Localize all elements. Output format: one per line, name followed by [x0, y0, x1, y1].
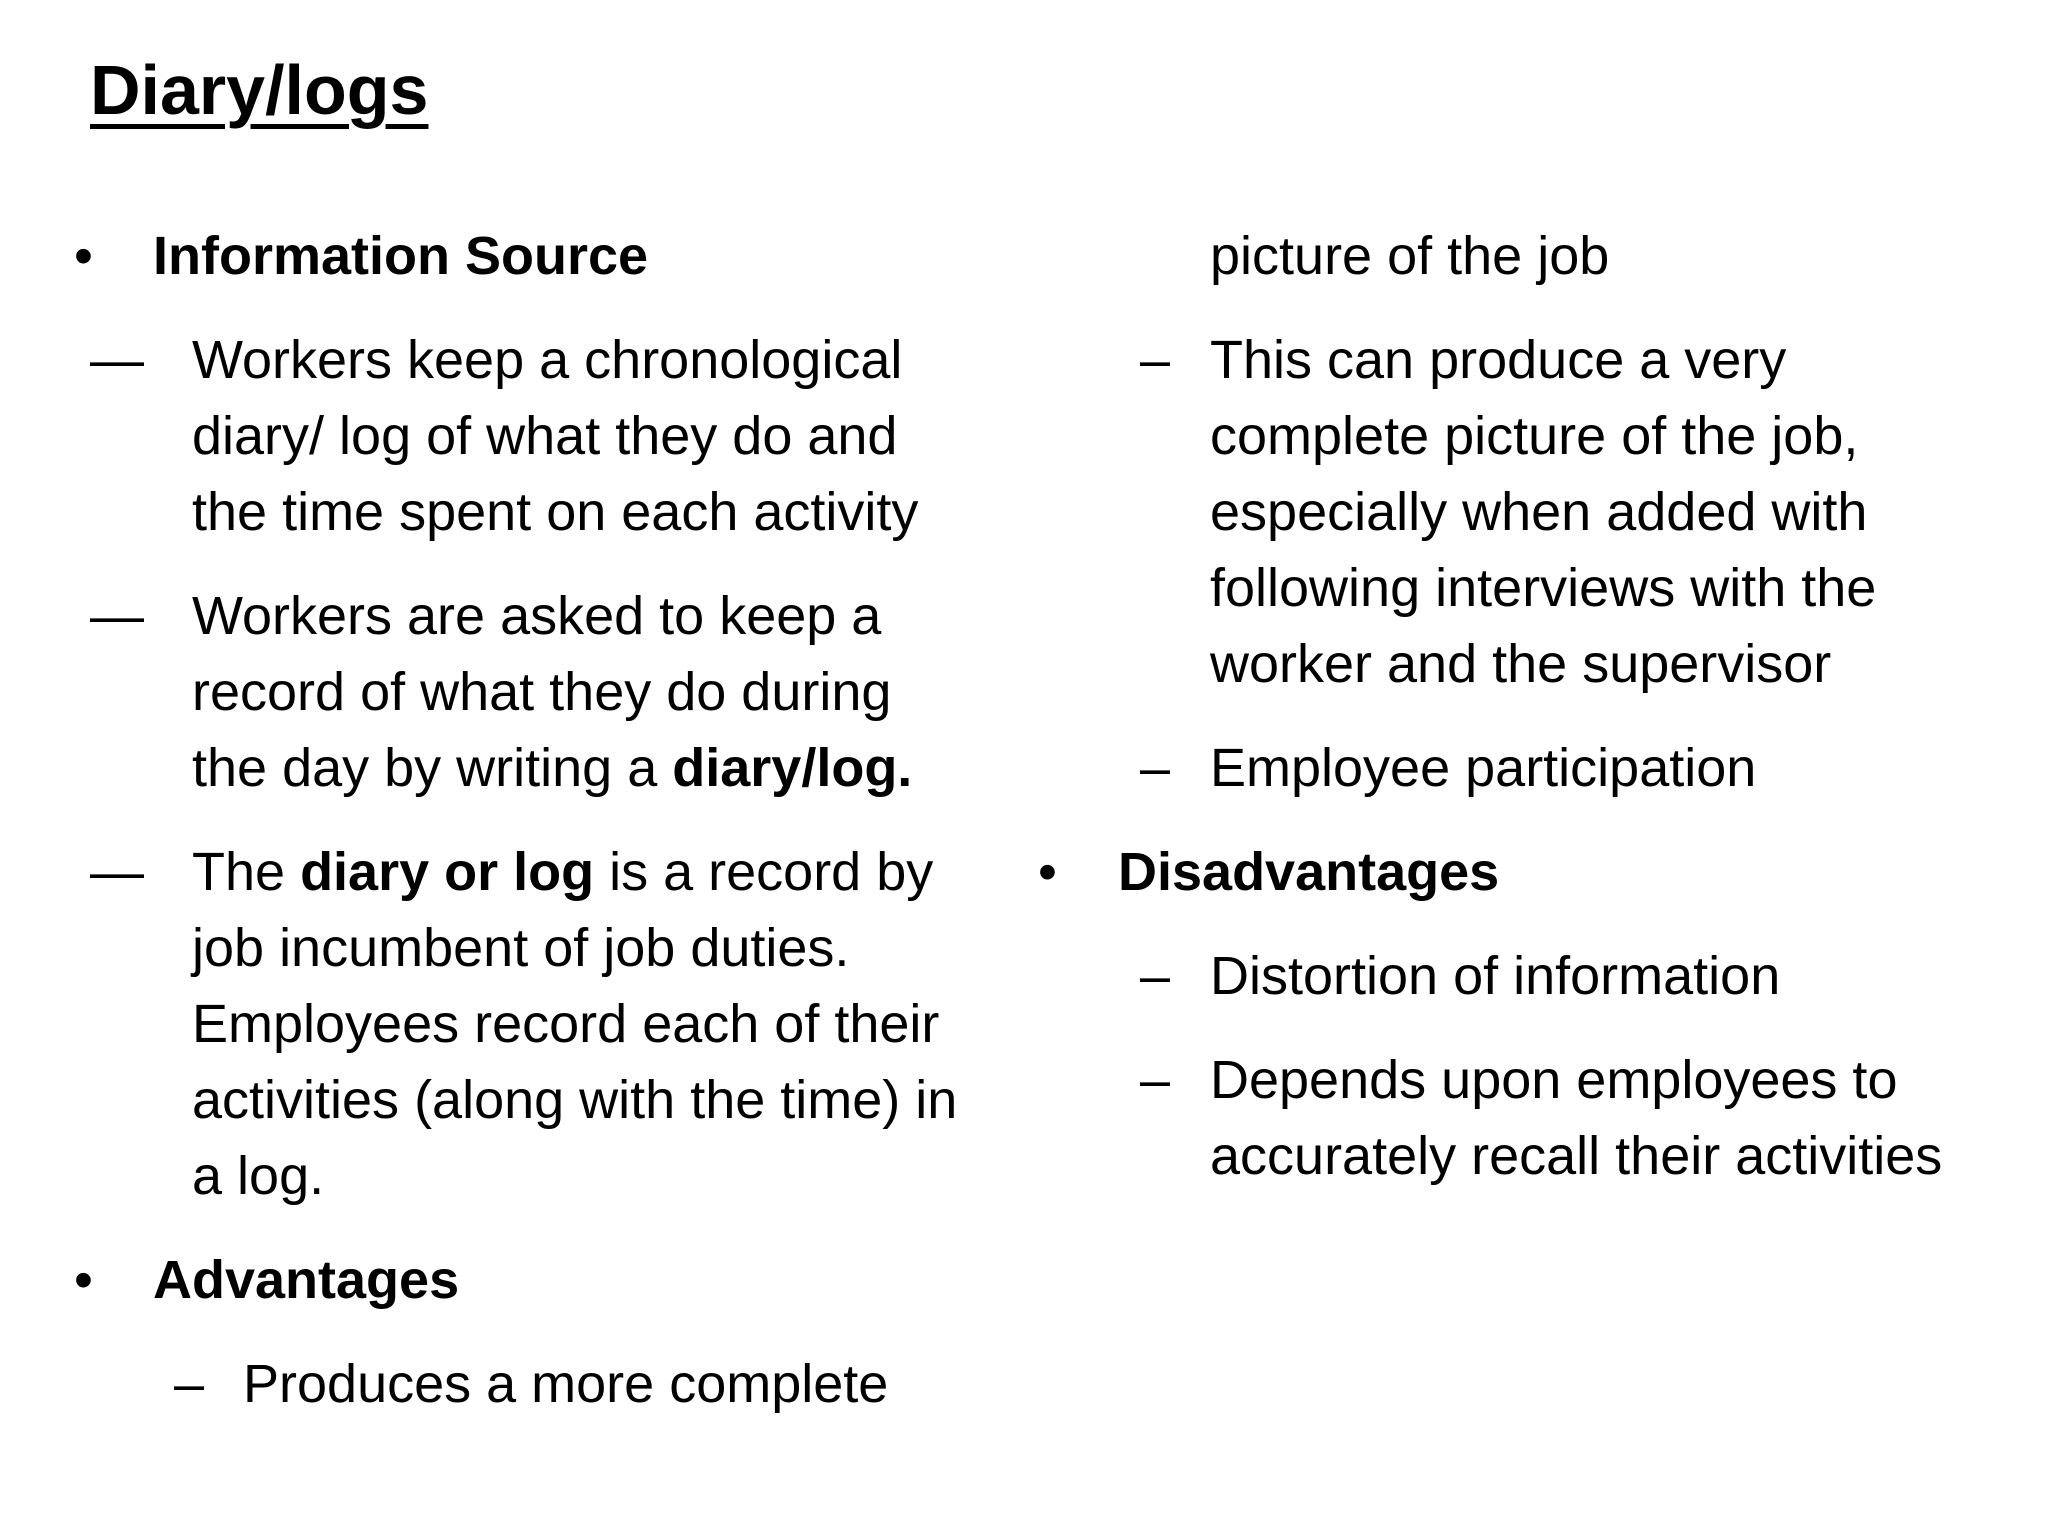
dash-marker: – [174, 1354, 205, 1414]
item2-line3 [192, 730, 912, 806]
item3-line5: a log. [192, 1146, 325, 1206]
item3-line3: Employees record each of their [192, 994, 940, 1054]
dash-marker: – [1140, 1050, 1171, 1110]
bullet-marker: • [74, 226, 93, 286]
item3-line1 [192, 834, 933, 910]
advantage2-line2: complete picture of the job, [1210, 406, 1859, 466]
advantages-heading: Advantages [153, 1250, 460, 1310]
item3-line2: job incumbent of job duties. [192, 918, 850, 978]
advantage1-line1: Produces a more complete [243, 1354, 889, 1414]
dash-marker: — [90, 330, 144, 390]
advantage2-line5: worker and the supervisor [1210, 634, 1832, 694]
item3-line1-prefix: The [192, 842, 301, 902]
item2-line2: record of what they do during [192, 662, 892, 722]
advantage2-line1: This can produce a very [1210, 330, 1787, 390]
information-source-heading: Information Source [153, 226, 649, 286]
item1-line2: diary/ log of what they do and [192, 406, 898, 466]
dash-marker: — [90, 842, 144, 902]
item1-line1: Workers keep a chronological [192, 330, 903, 390]
item3-line1-suffix: is a record by [594, 842, 934, 902]
dash-marker: – [1140, 738, 1171, 798]
item1-line3: the time spent on each activity [192, 482, 919, 542]
item3-line4: activities (along with the time) in [192, 1070, 958, 1130]
item2-line3-text: the day by writing a [192, 738, 673, 798]
advantage1-line2: picture of the job [1210, 226, 1610, 286]
item2-line3-bold: diary/log. [672, 738, 913, 798]
dash-marker: — [90, 586, 144, 646]
slide-title: Diary/logs [90, 51, 429, 129]
disadvantage1: Distortion of information [1210, 946, 1781, 1006]
disadvantage2-line2: accurately recall their activities [1210, 1126, 1943, 1186]
item2-line1: Workers are asked to keep a [192, 586, 882, 646]
dash-marker: – [1140, 330, 1171, 390]
advantage2-line3: especially when added with [1210, 482, 1868, 542]
advantage3: Employee participation [1210, 738, 1757, 798]
bullet-marker: • [1038, 842, 1057, 902]
disadvantage2-line1: Depends upon employees to [1210, 1050, 1898, 1110]
disadvantages-heading: Disadvantages [1118, 842, 1500, 902]
item3-line1-bold: diary or log [300, 842, 595, 902]
dash-marker: – [1140, 946, 1171, 1006]
advantage2-line4: following interviews with the [1210, 558, 1877, 618]
bullet-marker: • [74, 1250, 93, 1310]
